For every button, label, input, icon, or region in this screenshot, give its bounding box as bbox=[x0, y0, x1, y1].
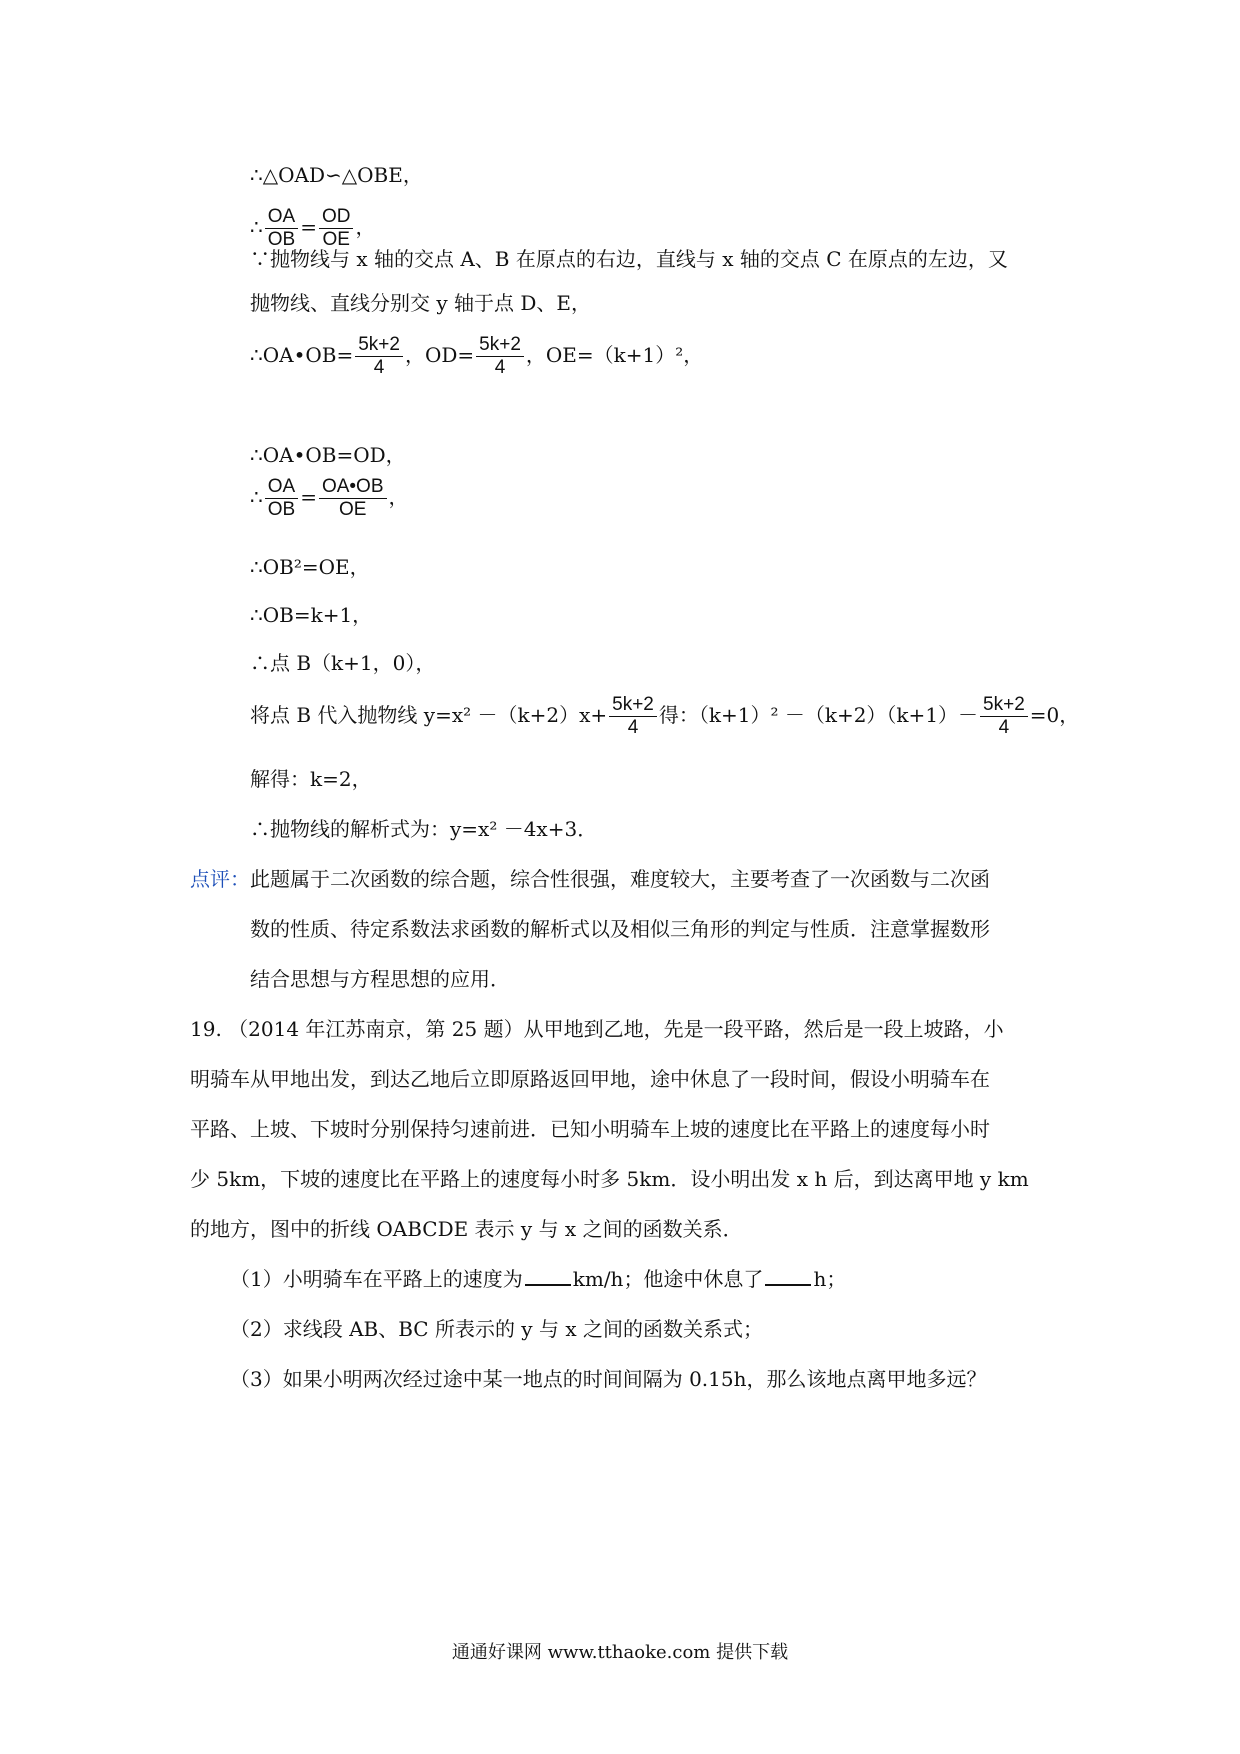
problem-line-2: 明骑车从甲地出发，到达乙地后立即原路返回甲地，途中休息了一段时间，假设小明骑车在 bbox=[190, 1067, 990, 1091]
fraction-numerator: 5k+2 bbox=[980, 694, 1028, 717]
text-segment: km/h；他途中休息了 bbox=[572, 1267, 764, 1291]
text-segment: 将点 B 代入抛物线 y=x² －（k+2）x+ bbox=[250, 703, 608, 727]
therefore-symbol: ∴ bbox=[250, 485, 263, 509]
therefore-symbol: ∴ bbox=[250, 215, 263, 239]
equals-sign: = bbox=[300, 215, 317, 239]
fraction-5k2-4 bbox=[980, 694, 1028, 739]
fraction-denominator: 4 bbox=[494, 357, 506, 378]
solution-line-5 bbox=[250, 334, 703, 379]
question-3: （3）如果小明两次经过途中某一地点的时间间隔为 0.15h，那么该地点离甲地多远？ bbox=[230, 1367, 987, 1391]
fraction-denominator: 4 bbox=[627, 717, 639, 738]
fraction-oa-ob bbox=[265, 206, 298, 251]
problem-line-3: 平路、上坡、下坡时分别保持匀速前进．已知小明骑车上坡的速度比在平路上的速度每小时 bbox=[190, 1117, 990, 1141]
fraction-denominator: 4 bbox=[373, 357, 385, 378]
fraction-numerator: 5k+2 bbox=[355, 334, 403, 357]
fraction-numerator: 5k+2 bbox=[609, 694, 657, 717]
fraction-5k2-4 bbox=[355, 334, 403, 379]
fraction-od-oe bbox=[319, 206, 354, 251]
problem-line-1: 19. （2014 年江苏南京，第 25 题）从甲地到乙地，先是一段平路，然后是一段上坡路，小 bbox=[190, 1017, 1004, 1041]
solution-line-12: 解得：k=2， bbox=[250, 767, 372, 791]
fraction-denominator: OB bbox=[267, 499, 296, 520]
problem-line-5: 的地方，图中的折线 OABCDE 表示 y 与 x 之间的函数关系． bbox=[190, 1217, 743, 1241]
review-line-1 bbox=[190, 866, 990, 892]
solution-line-8: ∴OB²=OE， bbox=[250, 555, 370, 579]
fraction-5k2-4 bbox=[609, 694, 657, 739]
solution-line-10: ∴点 B（k+1，0）， bbox=[250, 651, 436, 675]
page-footer: 通通好课网 www.tthaoke.com 提供下载 bbox=[451, 1642, 789, 1663]
text-segment: ∴OA•OB= bbox=[250, 343, 354, 367]
review-line-2: 数的性质、待定系数法求函数的解析式以及相似三角形的判定与性质．注意掌握数形 bbox=[250, 917, 990, 941]
fraction-denominator: OE bbox=[322, 229, 350, 250]
answer-blank bbox=[525, 1266, 571, 1286]
solution-line-11 bbox=[250, 694, 1079, 739]
punctuation: ， bbox=[388, 485, 409, 509]
text-segment: h； bbox=[813, 1267, 847, 1291]
solution-line-3: ∵抛物线与 x 轴的交点 A、B 在原点的右边，直线与 x 轴的交点 C 在原点的左边，又 bbox=[250, 247, 1008, 271]
solution-line-13: ∴抛物线的解析式为：y=x² －4x+3． bbox=[250, 817, 598, 841]
review-label: 点评： bbox=[190, 867, 250, 891]
fraction-numerator: 5k+2 bbox=[476, 334, 524, 357]
text-segment: （1）小明骑车在平路上的速度为 bbox=[230, 1267, 523, 1291]
question-2: （2）求线段 AB、BC 所表示的 y 与 x 之间的函数关系式； bbox=[230, 1317, 763, 1341]
fraction-denominator: OB bbox=[267, 229, 296, 250]
text-segment: 得：（k+1）² －（k+2）（k+1）－ bbox=[658, 703, 979, 727]
text-segment: ，OE=（k+1）²， bbox=[525, 343, 704, 367]
fraction-numerator: OA bbox=[265, 206, 298, 229]
solution-line-4: 抛物线、直线分别交 y 轴于点 D、E， bbox=[250, 291, 592, 315]
text-segment: =0， bbox=[1029, 703, 1080, 727]
fraction-numerator: OA•OB bbox=[319, 476, 387, 499]
punctuation: ， bbox=[355, 215, 376, 239]
fraction-oa-ob bbox=[265, 476, 298, 521]
problem-line-4: 少 5km，下坡的速度比在平路上的速度每小时多 5km．设小明出发 x h 后，到达离甲地 y km bbox=[190, 1167, 1029, 1191]
fraction-numerator: OD bbox=[319, 206, 354, 229]
text-segment: ，OD= bbox=[404, 343, 475, 367]
solution-line-9: ∴OB=k+1， bbox=[250, 603, 373, 627]
review-line-3: 结合思想与方程思想的应用． bbox=[250, 967, 510, 991]
review-text: 此题属于二次函数的综合题，综合性很强，难度较大，主要考查了一次函数与二次函 bbox=[250, 867, 990, 891]
solution-line-2 bbox=[250, 206, 375, 251]
answer-blank bbox=[765, 1266, 811, 1286]
fraction-oaob-oe bbox=[319, 476, 387, 521]
fraction-5k2-4 bbox=[476, 334, 524, 379]
fraction-denominator: 4 bbox=[998, 717, 1010, 738]
equals-sign: = bbox=[300, 485, 317, 509]
fraction-denominator: OE bbox=[339, 499, 367, 520]
question-1 bbox=[230, 1266, 846, 1292]
solution-line-7 bbox=[250, 476, 409, 521]
solution-line-6: ∴OA•OB=OD， bbox=[250, 443, 406, 467]
fraction-numerator: OA bbox=[265, 476, 298, 499]
solution-line-1: ∴△OAD∽△OBE， bbox=[250, 163, 423, 187]
